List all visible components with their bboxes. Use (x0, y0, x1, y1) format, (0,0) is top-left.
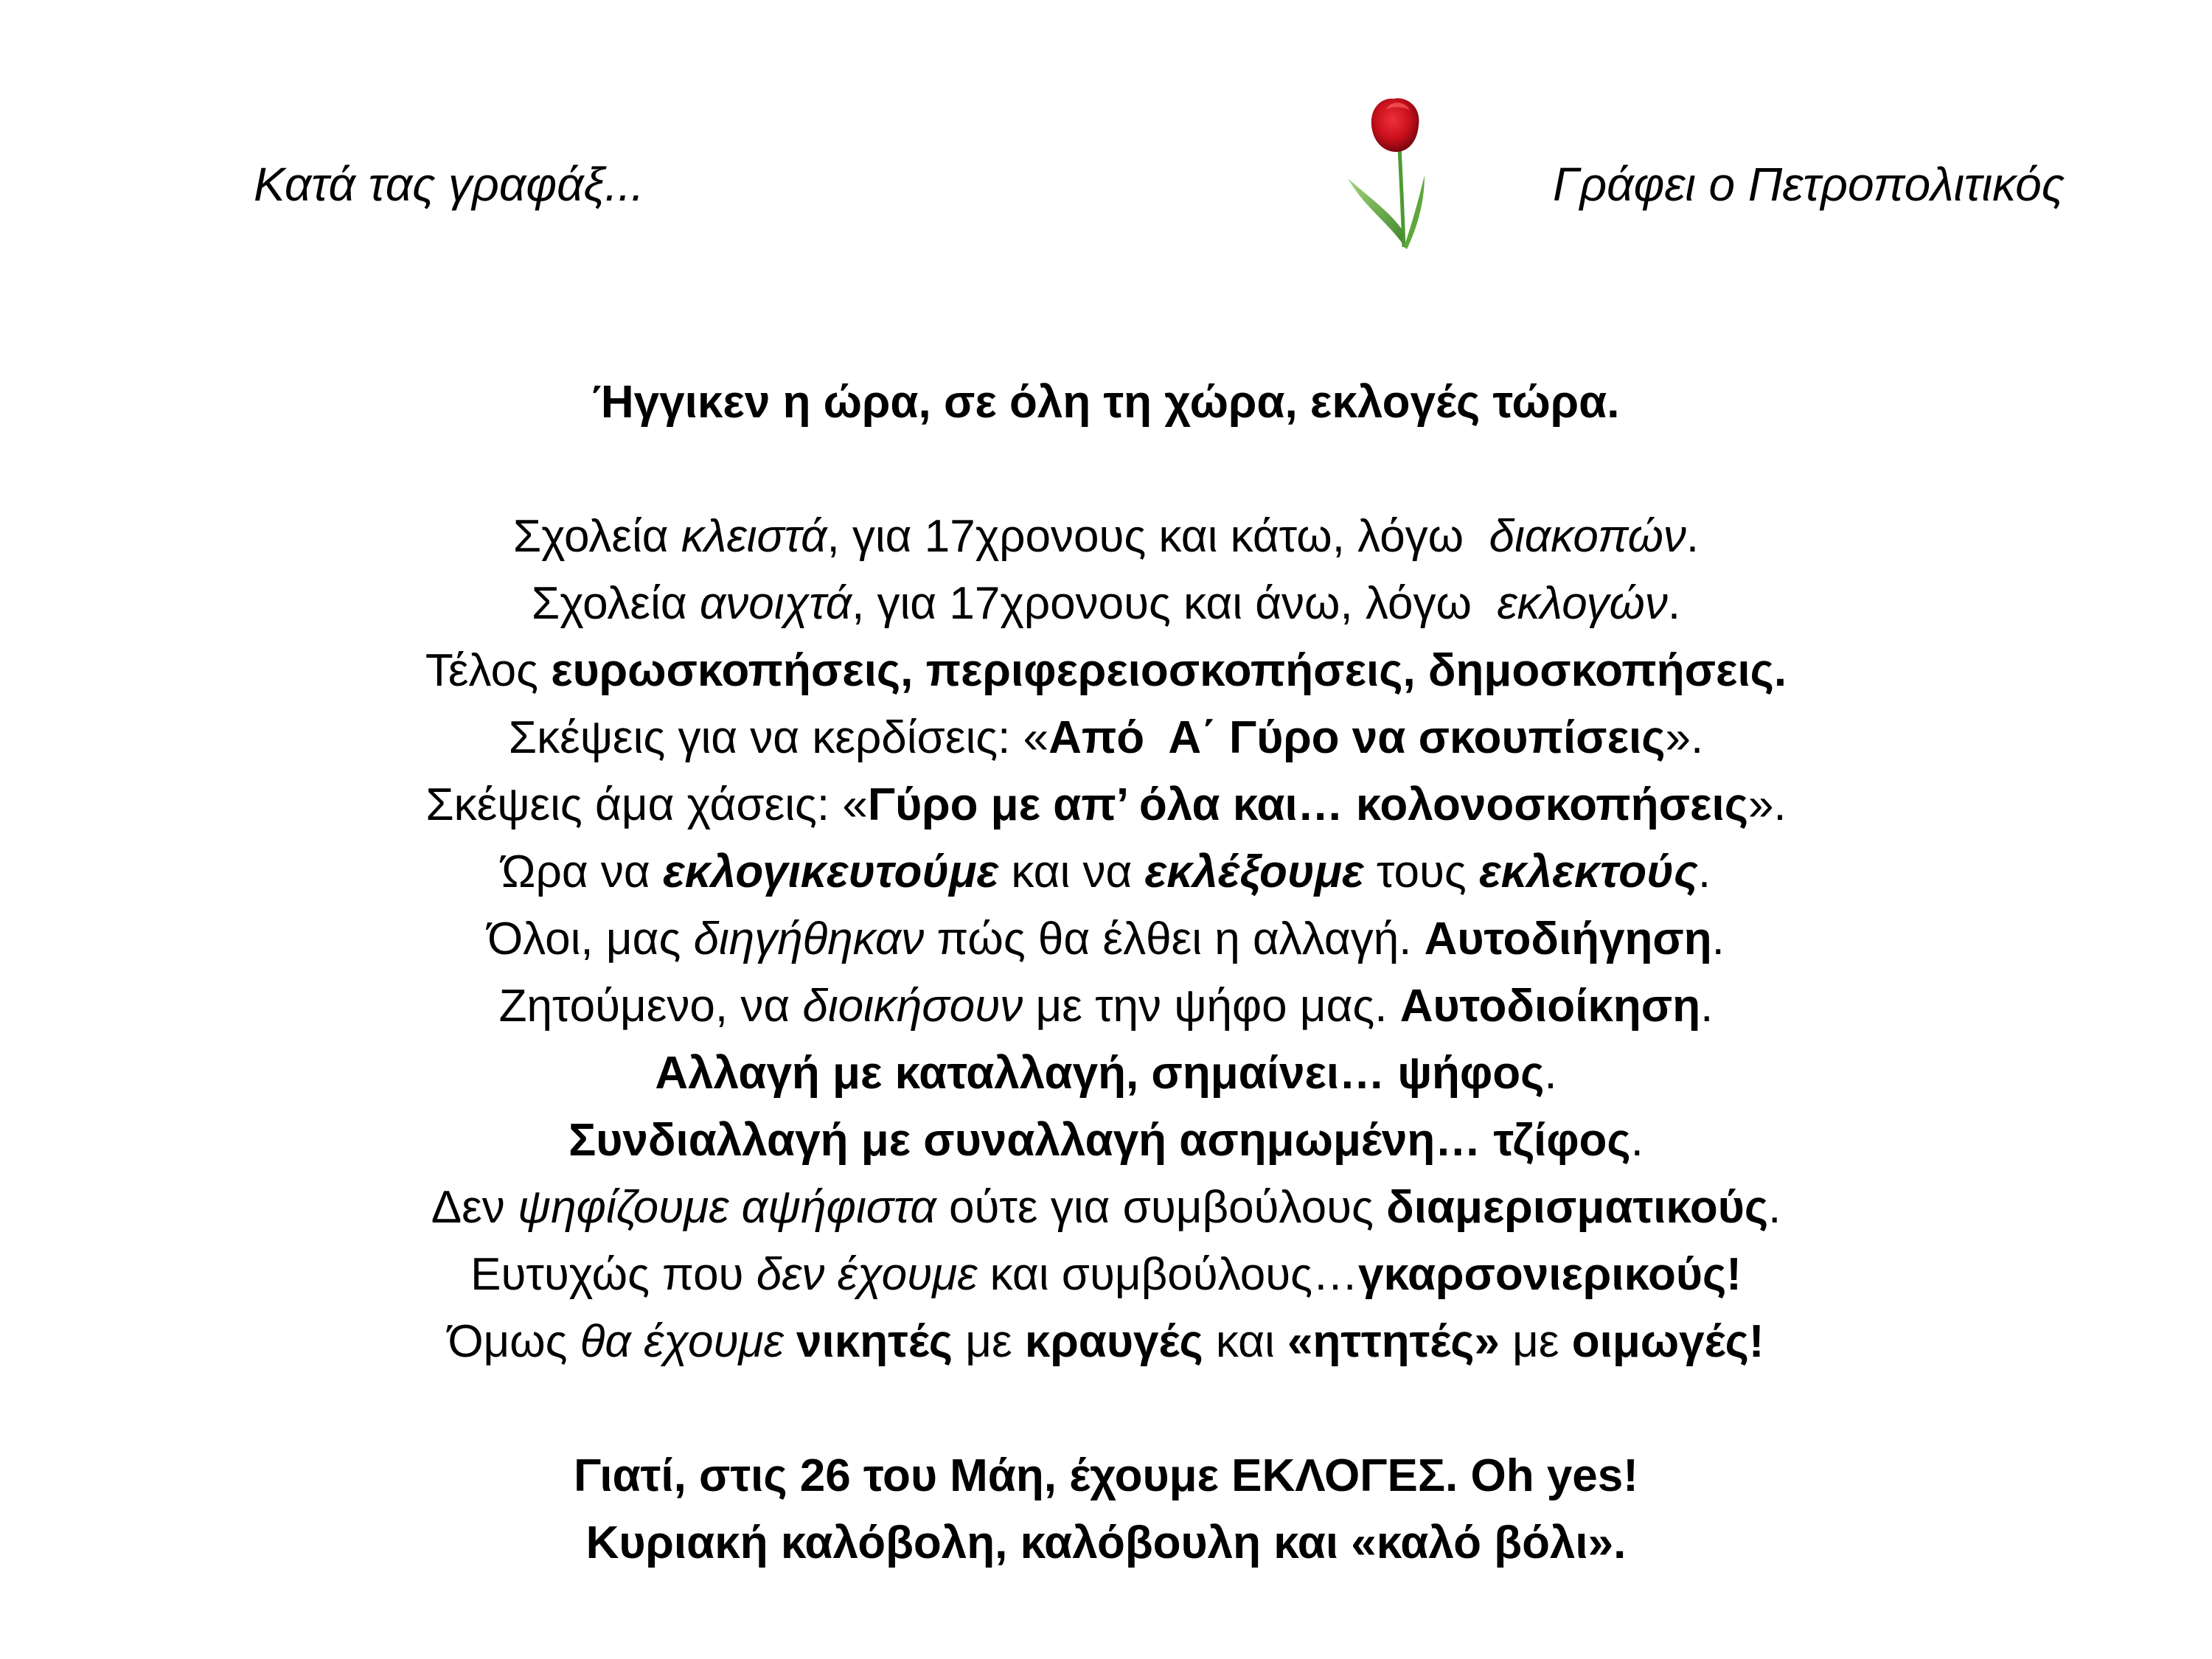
poem-line (74, 704, 2138, 771)
poem-segment: γκαρσονιερικούς! (1358, 1249, 1742, 1300)
poem-segment: κραυγές (1024, 1316, 1203, 1367)
poem-line (74, 905, 2138, 973)
poem-segment: δεν έχουμε (756, 1249, 978, 1300)
poem-segment: με (1499, 1316, 1572, 1367)
poem-line (74, 1174, 2138, 1241)
poem-segment: διηγήθηκαν (693, 914, 925, 964)
poem-segment: . (1700, 981, 1714, 1032)
poem-segment: διοικήσουν (802, 981, 1023, 1032)
poem-segment: , για 17χρονους και κάτω, λόγω (827, 511, 1489, 562)
poem-segment: ψηφίζουμε αψήφιστα (517, 1182, 936, 1233)
poem-line (74, 1308, 2138, 1375)
poem-segment: Σκέψεις άμα χάσεις: « (425, 779, 868, 830)
poem-line (74, 1040, 2138, 1107)
closing-line-1: Γιατί, στις 26 του Μάη, έχουμε ΕΚΛΟΓΕΣ. Oh yes! (574, 1450, 1638, 1501)
poem-line (74, 1107, 2138, 1174)
poem-segment: , για 17χρονους και άνω, λόγω (852, 578, 1498, 629)
poem-segment: «ηττητές» (1287, 1316, 1500, 1367)
poem-segment: Αυτοδιήγηση (1424, 914, 1712, 964)
poem-segment: Αλλαγή με καταλλαγή, σημαίνει… ψήφος (655, 1048, 1545, 1099)
poem-line (74, 637, 2138, 704)
poem-segment (784, 1316, 796, 1367)
poem-segment: Αυτοδιοίκηση (1399, 981, 1701, 1032)
poem-segment: Συνδιαλλαγή με συναλλαγή ασημωμένη… τζίφος (568, 1115, 1631, 1166)
poem-segment: με την ψήφο μας. (1023, 981, 1400, 1032)
poem-title: Ήγγικεν η ώρα, σε όλη τη χώρα, εκλογές τώρα. (592, 377, 1620, 428)
poem-segment: και συμβούλους… (977, 1249, 1359, 1300)
poem-segment: Από Α΄ Γύρο να σκουπίσεις (1048, 712, 1666, 763)
blank-line (74, 436, 2138, 503)
poem-segment: ». (1665, 712, 1704, 763)
poem-segment: . (1686, 511, 1700, 562)
poem-segment: Σχολεία (531, 578, 700, 629)
poem-segment: ευρωσκοπήσεις, περιφερειοσκοπήσεις, δημοσκοπήσεις. (551, 645, 1787, 696)
poem-segment: . (1630, 1115, 1644, 1166)
poem-segment: . (1667, 578, 1681, 629)
poem-line (74, 1241, 2138, 1308)
poem-segment: Σχολεία (512, 511, 681, 562)
poem-segment: και (1203, 1316, 1288, 1367)
closing-line-2: Κυριακή καλόβολη, καλόβουλη και «καλό βόλι». (585, 1517, 1627, 1568)
poem (74, 369, 2138, 1576)
poem-segment: Όμως (448, 1316, 580, 1367)
poem-segment: Ζητούμενο, να (498, 981, 803, 1032)
poem-segment: και να (998, 846, 1145, 897)
poem-segment: Ευτυχώς που (470, 1249, 757, 1300)
blank-line (74, 1375, 2138, 1442)
poem-segment: Τέλος (425, 645, 552, 696)
poem-lines (74, 503, 2138, 1375)
poem-line (74, 570, 2138, 637)
header-left-caption: Κατά τας γραφάξ... (254, 158, 644, 211)
poem-segment: . (1768, 1182, 1781, 1233)
poem-segment: νικητές (796, 1316, 953, 1367)
poem-segment: εκλογών (1497, 578, 1668, 629)
poem-segment: οιμωγές! (1571, 1316, 1764, 1367)
poem-line (74, 838, 2138, 905)
poem-segment: ούτε για συμβούλους (936, 1182, 1387, 1233)
poem-segment: . (1711, 914, 1725, 964)
poem-segment: Σκέψεις για να κερδίσεις: « (508, 712, 1049, 763)
poem-segment: Ώρα να (501, 846, 663, 897)
poem-line (74, 503, 2138, 570)
poem-segment: εκλεκτούς (1478, 846, 1698, 897)
poem-segment: ». (1747, 779, 1787, 830)
poem-segment: εκλέξουμε (1144, 846, 1364, 897)
poem-segment: διαμερισματικούς (1386, 1182, 1769, 1233)
poem-segment: με (953, 1316, 1025, 1367)
poem-segment: Γύρο με απ’ όλα και… κολονοσκοπήσεις (867, 779, 1748, 830)
red-tulip-icon (1342, 96, 1453, 258)
poem-line (74, 771, 2138, 838)
poem-segment: . (1697, 846, 1711, 897)
poem-segment: . (1544, 1048, 1557, 1099)
poem-segment: εκλογικευτούμε (662, 846, 999, 897)
poem-segment: Όλοι, μας (487, 914, 694, 964)
poem-segment: κλειστά (681, 511, 827, 562)
poem-line (74, 973, 2138, 1040)
poem-segment: διακοπών (1489, 511, 1686, 562)
poem-segment: Δεν (431, 1182, 518, 1233)
header-right-caption: Γράφει ο Πετροπολιτικός (1552, 158, 2065, 211)
poem-segment: πώς θα έλθει η αλλαγή. (924, 914, 1425, 964)
poem-segment: θα έχουμε (580, 1316, 784, 1367)
poem-segment: ανοιχτά (699, 578, 852, 629)
poem-segment: τους (1363, 846, 1479, 897)
